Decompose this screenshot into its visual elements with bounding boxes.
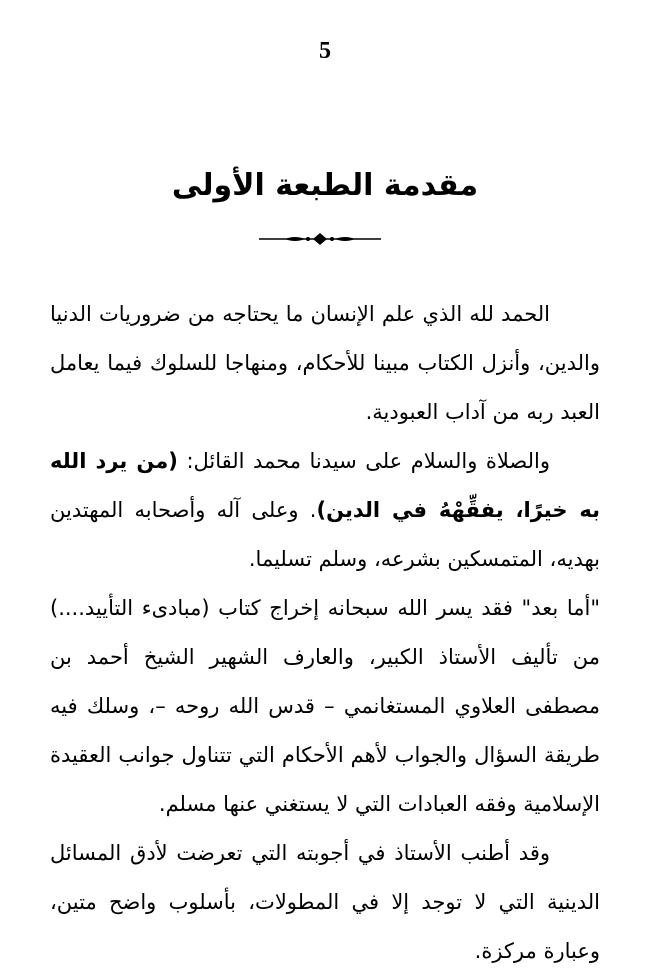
paragraph-2 bbox=[50, 437, 600, 584]
decorative-divider-ornament bbox=[255, 229, 385, 249]
paragraph-2-intro: والصلاة والسلام على سيدنا محمد القائل: bbox=[186, 449, 550, 473]
paragraph-1: الحمد لله الذي علم الإنسان ما يحتاجه من ضروريات الدنيا والدين، وأنزل الكتاب مبينا للأحكام، ومنهاجا للسلوك فيما يعامل العبد ربه من آداب العبودية. bbox=[50, 302, 600, 424]
paragraph-4: وقد أطنب الأستاذ في أجوبته التي تعرضت لأدق المسائل الدينية التي لا توجد إلا في المطولات، بأسلوب واضح متين، وعبارة مركزة. bbox=[50, 841, 600, 963]
body-text bbox=[50, 290, 600, 976]
page-number: 5 bbox=[319, 38, 331, 64]
hadith-quote: (من يرد الله به خيرًا، يفقِّهْهُ في الدين) bbox=[50, 449, 600, 522]
section-heading: مقدمة الطبعة الأولى bbox=[171, 168, 479, 203]
paragraph-2-outro: . وعلى آله وأصحابه المهتدين بهديه، المتمسكين بشرعه، وسلم تسليما. bbox=[50, 498, 600, 571]
paragraph-3: "أما بعد" فقد يسر الله سبحانه إخراج كتاب (مبادىء التأييد....) من تأليف الأستاذ الكبير، والعارف الشهير الشيخ أحمد بن مصطفى العلاوي المستغانمي – قدس الله روحه –، وسلك فيه طريقة السؤال والجواب لأهم الأحكام التي تتناول جوانب العقيدة الإسلامية وفقه العبادات التي لا يستغني عنها مسلم. bbox=[50, 596, 600, 816]
